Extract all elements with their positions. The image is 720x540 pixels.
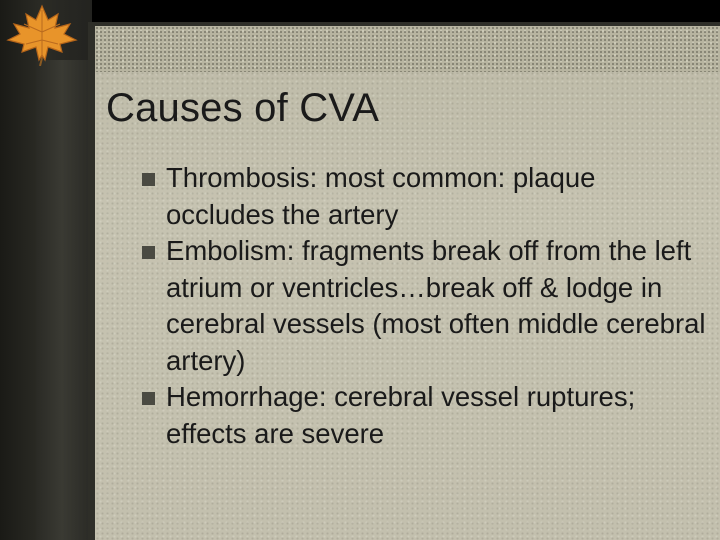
slide-title: Causes of CVA — [106, 86, 380, 130]
bullet-item-thrombosis — [138, 160, 708, 233]
square-bullet-icon — [142, 173, 155, 186]
bullet-text: Embolism: fragments break off from the left atrium or ventricles…break off & lodge in cerebral vessels (most often middle cerebral artery) — [166, 235, 706, 376]
maple-leaf-icon — [2, 0, 82, 66]
bullet-item-embolism — [138, 233, 708, 379]
bullet-text: Thrombosis: most common: plaque occludes the artery — [166, 162, 596, 230]
square-bullet-icon — [142, 246, 155, 259]
bullet-list — [138, 160, 708, 452]
square-bullet-icon — [142, 392, 155, 405]
top-frame — [0, 0, 720, 22]
bullet-text: Hemorrhage: cerebral vessel ruptures; effects are severe — [166, 381, 636, 449]
slide-header-band — [95, 26, 720, 72]
bullet-item-hemorrhage — [138, 379, 708, 452]
left-column-inner-band — [36, 60, 88, 540]
